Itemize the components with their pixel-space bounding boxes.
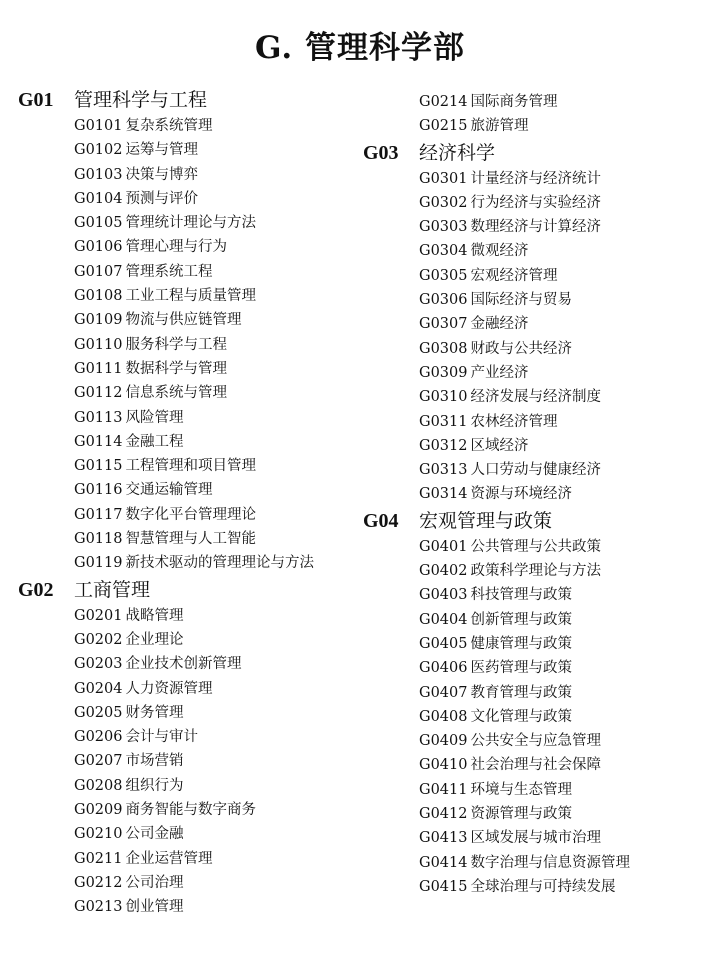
item-name: 文化管理与政策 [470, 708, 572, 725]
item-name: 数字治理与信息资源管理 [470, 854, 630, 871]
item-name: 风险管理 [125, 409, 184, 426]
item-name: 公共安全与应急管理 [470, 733, 601, 750]
item-code: G0215 [419, 118, 468, 135]
list-item [18, 284, 353, 308]
item-code: G0204 [74, 680, 123, 697]
group-heading [363, 139, 713, 167]
item-name: 金融经济 [470, 316, 529, 333]
item-name: 决策与博弈 [125, 166, 198, 183]
list-item [363, 583, 713, 607]
item-code: G0304 [419, 243, 468, 260]
item-code: G0302 [419, 194, 468, 211]
list-item [18, 749, 353, 773]
list-item [18, 847, 353, 871]
item-name: 人力资源管理 [125, 680, 213, 697]
item-name: 行为经济与实验经济 [470, 194, 601, 211]
item-code: G0314 [419, 486, 468, 503]
item-code: G0306 [419, 292, 468, 309]
item-code: G0102 [74, 142, 123, 159]
item-name: 产业经济 [470, 364, 529, 381]
item-name: 农林经济管理 [470, 413, 558, 430]
item-code: G0303 [419, 219, 468, 236]
group-code: G01 [18, 89, 54, 111]
list-item [18, 527, 353, 551]
list-item [363, 239, 713, 263]
list-item [363, 458, 713, 482]
item-code: G0308 [419, 340, 468, 357]
list-item [18, 430, 353, 454]
list-item [18, 454, 353, 478]
item-name: 信息系统与管理 [125, 385, 227, 402]
item-name: 资源管理与政策 [470, 806, 572, 823]
list-item [18, 235, 353, 259]
item-code: G0201 [74, 607, 123, 624]
list-item [18, 503, 353, 527]
item-name: 公司金融 [125, 826, 184, 843]
group-name: 工商管理 [74, 578, 151, 601]
group-code: G04 [363, 509, 399, 532]
list-item [363, 559, 713, 583]
item-code: G0205 [74, 704, 123, 721]
item-name: 管理系统工程 [125, 263, 213, 280]
item-name: 数字化平台管理理论 [125, 506, 256, 523]
list-item [18, 871, 353, 895]
item-name: 区域发展与城市治理 [470, 830, 601, 847]
list-item [18, 163, 353, 187]
item-name: 企业技术创新管理 [125, 656, 242, 673]
list-item [363, 288, 713, 312]
item-name: 企业运营管理 [125, 850, 213, 867]
item-code: G0401 [419, 538, 468, 555]
item-code: G0117 [74, 506, 123, 523]
list-item [363, 337, 713, 361]
item-code: G0206 [74, 729, 123, 746]
item-name: 社会治理与社会保障 [470, 757, 601, 774]
item-name: 市场营销 [125, 753, 184, 770]
item-code: G0207 [74, 753, 123, 770]
list-item [18, 701, 353, 725]
item-name: 财政与公共经济 [470, 340, 572, 357]
item-name: 组织行为 [125, 777, 184, 794]
item-code: G0301 [419, 170, 468, 187]
item-name: 创业管理 [125, 899, 184, 916]
list-item [18, 187, 353, 211]
list-item [18, 822, 353, 846]
item-name: 健康管理与政策 [470, 635, 572, 652]
list-item [363, 410, 713, 434]
list-item [363, 656, 713, 680]
item-code: G0406 [419, 660, 468, 677]
item-name: 运筹与管理 [125, 142, 198, 159]
group-name: 宏观管理与政策 [419, 509, 553, 532]
group-heading [18, 576, 353, 604]
list-item [18, 308, 353, 332]
list-item [18, 211, 353, 235]
item-code: G0202 [74, 631, 123, 648]
list-item [18, 357, 353, 381]
item-code: G0407 [419, 684, 468, 701]
list-item [363, 114, 713, 138]
item-name: 交通运输管理 [125, 482, 213, 499]
item-code: G0111 [74, 360, 123, 377]
item-name: 复杂系统管理 [125, 118, 213, 134]
item-code: G0408 [419, 708, 468, 725]
item-code: G0403 [419, 587, 468, 604]
item-code: G0101 [74, 118, 123, 134]
item-name: 政策科学理论与方法 [470, 563, 601, 580]
list-item [363, 729, 713, 753]
list-item [18, 478, 353, 502]
item-code: G0112 [74, 385, 123, 402]
item-code: G0310 [419, 389, 468, 406]
right-column [363, 90, 713, 899]
item-name: 教育管理与政策 [470, 684, 572, 701]
item-name: 金融工程 [125, 433, 184, 450]
item-code: G0312 [419, 437, 468, 454]
item-code: G0108 [74, 288, 123, 305]
list-item [18, 652, 353, 676]
item-name: 管理心理与行为 [125, 239, 227, 256]
item-name: 医药管理与政策 [470, 660, 572, 677]
list-item [363, 632, 713, 656]
page-title: G. 管理科学部 [255, 30, 465, 66]
item-code: G0210 [74, 826, 123, 843]
group-name: 经济科学 [419, 141, 496, 164]
item-name: 管理统计理论与方法 [125, 215, 256, 232]
list-item [18, 333, 353, 357]
item-name: 全球治理与可持续发展 [470, 878, 616, 895]
item-name: 环境与生态管理 [470, 781, 572, 798]
item-code: G0113 [74, 409, 123, 426]
item-code: G0109 [74, 312, 123, 329]
list-item [363, 482, 713, 506]
item-name: 科技管理与政策 [470, 587, 572, 604]
list-item [18, 381, 353, 405]
item-code: G0116 [74, 482, 123, 499]
item-name: 工程管理和项目管理 [125, 458, 256, 475]
item-code: G0307 [419, 316, 468, 333]
item-name: 智慧管理与人工智能 [125, 531, 256, 548]
item-name: 公共管理与公共政策 [470, 538, 601, 555]
group-heading [18, 86, 353, 114]
item-code: G0402 [419, 563, 468, 580]
list-item [18, 628, 353, 652]
item-code: G0409 [419, 733, 468, 750]
item-name: 工业工程与质量管理 [125, 288, 256, 305]
item-code: G0413 [419, 830, 468, 847]
left-column [18, 86, 353, 920]
list-item [363, 90, 713, 114]
item-name: 会计与审计 [125, 729, 198, 746]
item-code: G0114 [74, 433, 123, 450]
item-name: 数据科学与管理 [125, 360, 227, 377]
list-item [18, 895, 353, 919]
group-code: G02 [18, 578, 54, 601]
list-item [363, 361, 713, 385]
item-name: 宏观经济管理 [470, 267, 558, 284]
item-code: G0115 [74, 458, 123, 475]
item-code: G0209 [74, 802, 123, 819]
item-name: 公司治理 [125, 874, 184, 891]
list-item [363, 312, 713, 336]
list-item [363, 705, 713, 729]
item-name: 新技术驱动的管理理论与方法 [125, 555, 314, 572]
list-item [363, 215, 713, 239]
item-name: 计量经济与经济统计 [470, 170, 601, 187]
item-code: G0118 [74, 531, 123, 548]
item-code: G0311 [419, 413, 468, 430]
item-name: 服务科学与工程 [125, 336, 227, 353]
item-name: 预测与评价 [125, 190, 198, 207]
item-code: G0412 [419, 806, 468, 823]
item-code: G0119 [74, 555, 123, 572]
list-item [363, 753, 713, 777]
item-code: G0214 [419, 94, 468, 110]
list-item [18, 677, 353, 701]
item-name: 国际商务管理 [470, 94, 558, 110]
list-item [18, 774, 353, 798]
list-item [363, 875, 713, 899]
item-name: 微观经济 [470, 243, 529, 260]
item-code: G0208 [74, 777, 123, 794]
list-item [18, 798, 353, 822]
list-item [363, 826, 713, 850]
item-code: G0211 [74, 850, 123, 867]
item-code: G0411 [419, 781, 468, 798]
item-code: G0107 [74, 263, 123, 280]
item-name: 商务智能与数字商务 [125, 802, 256, 819]
item-code: G0106 [74, 239, 123, 256]
item-name: 数理经济与计算经济 [470, 219, 601, 236]
list-item [18, 725, 353, 749]
group-heading [363, 507, 713, 535]
item-code: G0309 [419, 364, 468, 381]
list-item [363, 851, 713, 875]
item-code: G0203 [74, 656, 123, 673]
list-item [18, 406, 353, 430]
item-code: G0110 [74, 336, 123, 353]
list-item [363, 802, 713, 826]
group-code: G03 [363, 141, 399, 164]
item-name: 资源与环境经济 [470, 486, 572, 503]
item-code: G0305 [419, 267, 468, 284]
item-code: G0404 [419, 611, 468, 628]
item-code: G0213 [74, 899, 123, 916]
list-item [363, 681, 713, 705]
list-item [18, 604, 353, 628]
item-name: 战略管理 [125, 607, 184, 624]
list-item [363, 778, 713, 802]
item-name: 区域经济 [470, 437, 529, 454]
list-item [18, 138, 353, 162]
item-name: 创新管理与政策 [470, 611, 572, 628]
item-code: G0103 [74, 166, 123, 183]
item-name: 企业理论 [125, 631, 184, 648]
item-code: G0212 [74, 874, 123, 891]
item-code: G0410 [419, 757, 468, 774]
item-name: 经济发展与经济制度 [470, 389, 601, 406]
list-item [18, 114, 353, 138]
list-item [363, 434, 713, 458]
item-code: G0105 [74, 215, 123, 232]
list-item [363, 167, 713, 191]
item-code: G0405 [419, 635, 468, 652]
item-name: 旅游管理 [470, 118, 529, 135]
list-item [363, 264, 713, 288]
list-item [363, 608, 713, 632]
item-code: G0104 [74, 190, 123, 207]
list-item [18, 551, 353, 575]
item-code: G0313 [419, 462, 468, 479]
list-item [363, 385, 713, 409]
list-item [18, 260, 353, 284]
list-item [363, 191, 713, 215]
item-code: G0415 [419, 878, 468, 895]
group-name: 管理科学与工程 [74, 89, 208, 111]
item-name: 财务管理 [125, 704, 184, 721]
item-name: 物流与供应链管理 [125, 312, 242, 329]
item-name: 国际经济与贸易 [470, 292, 572, 309]
list-item [363, 535, 713, 559]
item-name: 人口劳动与健康经济 [470, 462, 601, 479]
item-code: G0414 [419, 854, 468, 871]
